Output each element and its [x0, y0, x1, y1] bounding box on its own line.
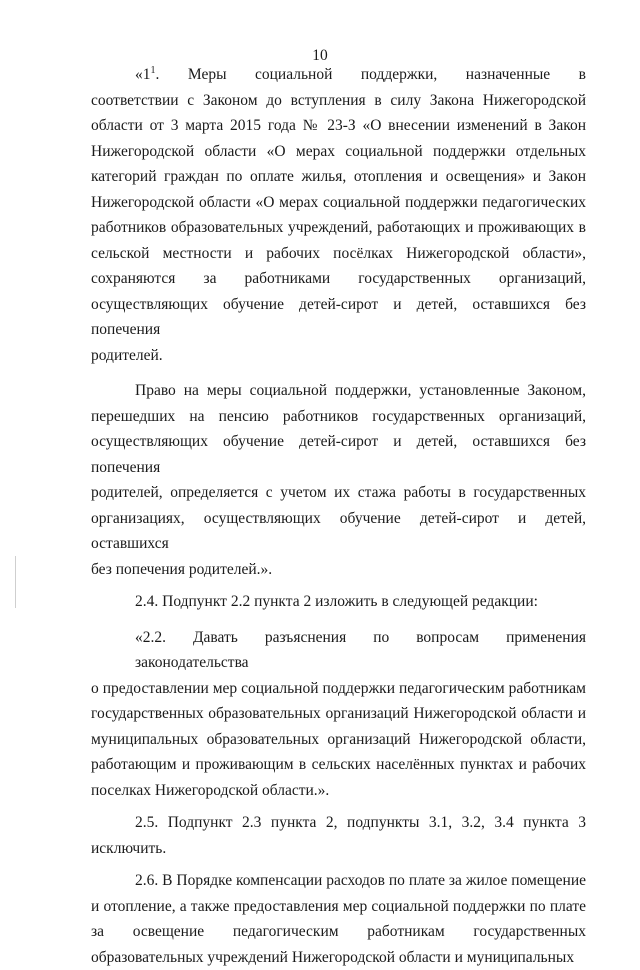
text-line: Нижегородской области «О мерах социальной поддержки отдельных — [91, 139, 586, 165]
text-line: 2.5. Подпункт 2.3 пункта 2, подпункты 3.1, 3.2, 3.4 пункта 3 — [91, 810, 586, 836]
paragraph-right-to-measures — [91, 378, 586, 582]
text-line: сельской местности и рабочих посёлках Нижегородской области», — [91, 241, 586, 267]
scan-margin-mark — [15, 556, 16, 608]
page-number: 10 — [0, 47, 640, 65]
text-line: Право на меры социальной поддержки, установленные Законом, — [91, 378, 586, 404]
text-run: «1 — [135, 66, 151, 83]
text-line: и отопление, а также предоставления мер социальной поддержки по плате — [91, 894, 586, 920]
paragraph-item-2-5 — [91, 810, 586, 861]
paragraph-item-2-6 — [91, 868, 586, 970]
document-body — [91, 62, 586, 970]
text-line: осуществляющих обучение детей-сирот и детей, оставшихся без попечения — [91, 429, 586, 480]
text-line: поселках Нижегородской области.». — [91, 778, 586, 804]
text-line: организациях, осуществляющих обучение детей-сирот и детей, оставшихся — [91, 506, 586, 557]
text-line: соответствии с Законом до вступления в силу Закона Нижегородской — [91, 88, 586, 114]
text-line: работающим и проживающим в сельских населённых пунктах и рабочих — [91, 752, 586, 778]
superscript: 1 — [151, 65, 156, 76]
text-line: исключить. — [91, 836, 586, 862]
text-line: за освещение педагогическим работникам государственных — [91, 919, 586, 945]
text-line: 2.6. В Порядке компенсации расходов по плате за жилое помещение — [91, 868, 586, 894]
text-line: категорий граждан по оплате жилья, отопления и освещения» и Закон — [91, 164, 586, 190]
text-line: перешедших на пенсию работников государственных организаций, — [91, 404, 586, 430]
paragraph-item-2-4 — [91, 589, 586, 615]
text-line: государственных образовательных организаций Нижегородской области и — [91, 701, 586, 727]
text-line: образовательных учреждений Нижегородской области и муниципальных — [91, 945, 586, 970]
text-line: Нижегородской области «О мерах социальной поддержки педагогических — [91, 190, 586, 216]
text-line: области от 3 марта 2015 года № 23-З «О внесении изменений в Закон — [91, 113, 586, 139]
text-line — [91, 62, 586, 88]
text-line: муниципальных образовательных организаций Нижегородской области, — [91, 727, 586, 753]
text-line: сохраняются за работниками государственных организаций, — [91, 266, 586, 292]
text-line: родителей, определяется с учетом их стажа работы в государственных — [91, 480, 586, 506]
text-line: 2.4. Подпункт 2.2 пункта 2 изложить в следующей редакции: — [91, 589, 586, 615]
text-line: «2.2. Давать разъяснения по вопросам применения законодательства — [91, 625, 586, 676]
text-line: о предоставлении мер социальной поддержки педагогическим работникам — [91, 676, 586, 702]
text-line: родителей. — [91, 343, 586, 369]
text-line: работников образовательных учреждений, работающих и проживающих в — [91, 215, 586, 241]
paragraph-item-2-2-text — [91, 625, 586, 804]
paragraph-measures-retained — [91, 62, 586, 368]
text-run: . Меры социальной поддержки, назначенные в — [156, 66, 587, 83]
text-line: без попечения родителей.». — [91, 557, 586, 583]
text-line: осуществляющих обучение детей-сирот и детей, оставшихся без попечения — [91, 292, 586, 343]
